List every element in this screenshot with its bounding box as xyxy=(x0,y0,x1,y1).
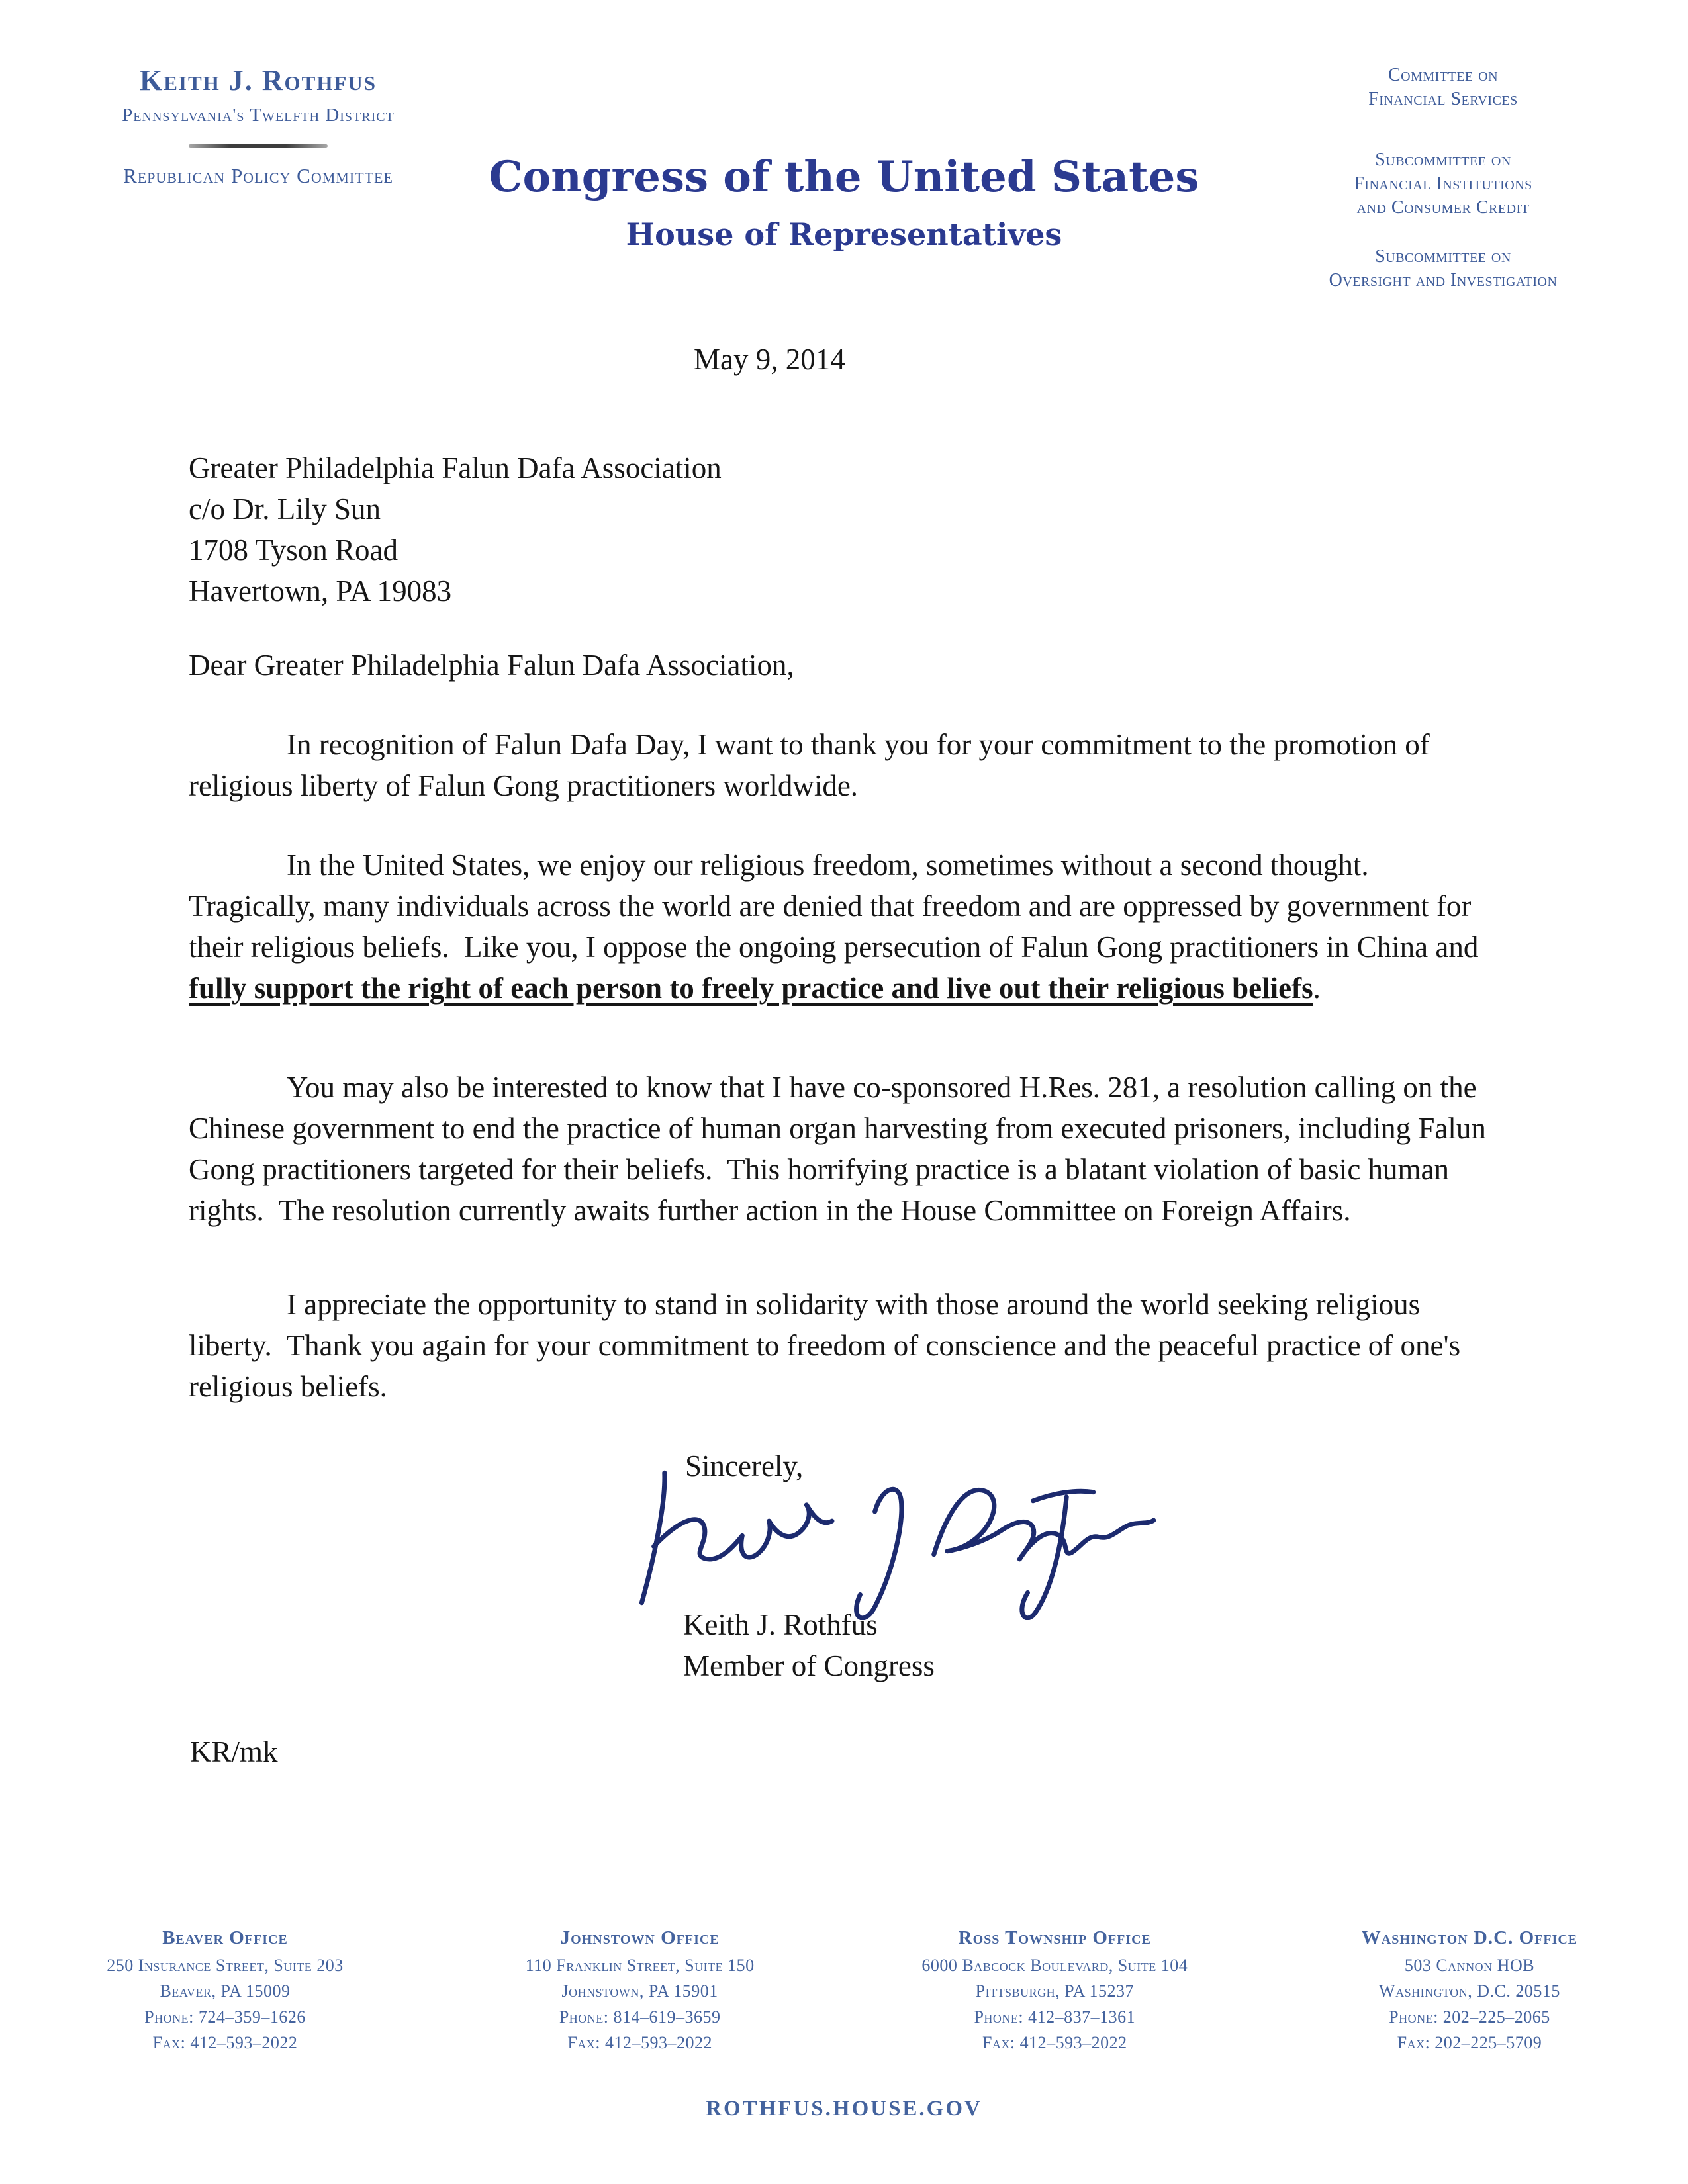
congress-title: Congress of the United States xyxy=(489,152,1199,202)
letterhead-committees-block xyxy=(1268,64,1618,293)
body-paragraph-1: In recognition of Falun Dafa Day, I want to thank you for your commitment to the promotion of religious liberty of Falun Gong practitioners worldwide. xyxy=(189,728,1437,802)
subcommittee-line: Subcommittee on xyxy=(1375,150,1511,170)
paragraph-2-emphasis: fully support the right of each person to freely practice and live out their religious beliefs xyxy=(189,972,1313,1005)
recipient-line: Greater Philadelphia Falun Dafa Association xyxy=(189,451,722,484)
subcommittee-group-2 xyxy=(1268,245,1618,293)
committee-line: Committee on xyxy=(1387,65,1499,85)
letter-date: May 9, 2014 xyxy=(694,343,845,376)
footer-offices xyxy=(46,1925,1648,2056)
subcommittee-group-1 xyxy=(1268,148,1618,220)
office-name: Johnstown Office xyxy=(560,1927,720,1948)
signature-handwriting xyxy=(619,1459,1168,1620)
office-fax: Fax: 202–225–5709 xyxy=(1397,2033,1542,2052)
office-ross-township xyxy=(876,1925,1233,2056)
body-paragraph-3: You may also be interested to know that I have co-sponsored H.Res. 281, a resolution calling on the Chinese government to end the practice of human organ harvesting from executed prisoners, including Falun Gong practitioners targeted for their beliefs. This horrifying practice is a blatant violation of basic human rights. The resolution currently awaits further action in the House Committee on Foreign Affairs. xyxy=(189,1071,1494,1227)
office-city: Johnstown, PA 15901 xyxy=(561,1981,718,2001)
office-city: Beaver, PA 15009 xyxy=(160,1981,291,2001)
congress-chamber: House of Representatives xyxy=(626,216,1062,252)
office-phone: Phone: 814–619–3659 xyxy=(559,2007,721,2026)
office-fax: Fax: 412–593–2022 xyxy=(152,2033,298,2052)
subcommittee-line: and Consumer Credit xyxy=(1356,197,1530,218)
office-phone: Phone: 202–225–2065 xyxy=(1389,2007,1550,2026)
salutation: Dear Greater Philadelphia Falun Dafa Association, xyxy=(189,649,794,682)
reference-initials: KR/mk xyxy=(190,1735,278,1768)
recipient-line: 1708 Tyson Road xyxy=(189,533,399,567)
subcommittee-line: Financial Institutions xyxy=(1354,173,1532,194)
paragraph-2-period: . xyxy=(1313,972,1321,1005)
office-phone: Phone: 412–837–1361 xyxy=(974,2007,1136,2026)
subcommittee-line: Oversight and Investigation xyxy=(1329,270,1558,291)
paragraph-2-text: In the United States, we enjoy our religious freedom, sometimes without a second thought. Tragically, many individuals across the world are denied that freedom and are oppressed by government for their religious beliefs. Like you, I oppose the ongoing persecution of Falun Gong practitioners in China and xyxy=(189,848,1486,964)
office-address: 250 Insurance Street, Suite 203 xyxy=(107,1956,344,1975)
office-address: 110 Franklin Street, Suite 150 xyxy=(525,1956,755,1975)
member-name: Keith J. Rothfus xyxy=(140,64,377,97)
signature-block xyxy=(683,1604,935,1686)
divider-rule xyxy=(189,144,328,148)
subcommittee-line: Subcommittee on xyxy=(1375,246,1511,267)
office-address: 6000 Babcock Boulevard, Suite 104 xyxy=(921,1956,1188,1975)
office-name: Beaver Office xyxy=(162,1927,288,1948)
office-johnstown xyxy=(461,1925,819,2056)
recipient-address-block xyxy=(189,447,722,612)
office-city: Washington, D.C. 20515 xyxy=(1379,1981,1560,2001)
recipient-line: Havertown, PA 19083 xyxy=(189,574,452,608)
office-phone: Phone: 724–359–1626 xyxy=(144,2007,306,2026)
letterhead-member-block xyxy=(40,64,477,189)
signer-title: Member of Congress xyxy=(683,1649,935,1682)
office-fax: Fax: 412–593–2022 xyxy=(982,2033,1127,2052)
office-name: Ross Township Office xyxy=(958,1927,1151,1948)
office-beaver xyxy=(46,1925,404,2056)
committee-group xyxy=(1268,64,1618,111)
office-fax: Fax: 412–593–2022 xyxy=(567,2033,712,2052)
office-name: Washington D.C. Office xyxy=(1361,1927,1578,1948)
member-district: Pennsylvania's Twelfth District xyxy=(122,105,395,126)
signer-name: Keith J. Rothfus xyxy=(683,1608,878,1641)
closing: Sincerely, xyxy=(685,1449,804,1482)
member-caucus: Republican Policy Committee xyxy=(123,164,393,187)
website-url: ROTHFUS.HOUSE.GOV xyxy=(706,2097,982,2120)
committee-line: Financial Services xyxy=(1368,89,1518,109)
body-paragraph-4: I appreciate the opportunity to stand in solidarity with those around the world seeking religious liberty. Thank you again for your commitment to freedom of conscience and the peaceful practice of one's religious beliefs. xyxy=(189,1288,1468,1403)
office-city: Pittsburgh, PA 15237 xyxy=(975,1981,1134,2001)
recipient-line: c/o Dr. Lily Sun xyxy=(189,492,381,525)
office-washington-dc xyxy=(1291,1925,1648,2056)
body-paragraph-2 xyxy=(189,844,1506,1009)
letterhead-congress-block xyxy=(447,150,1241,254)
office-address: 503 Cannon HOB xyxy=(1404,1956,1535,1975)
